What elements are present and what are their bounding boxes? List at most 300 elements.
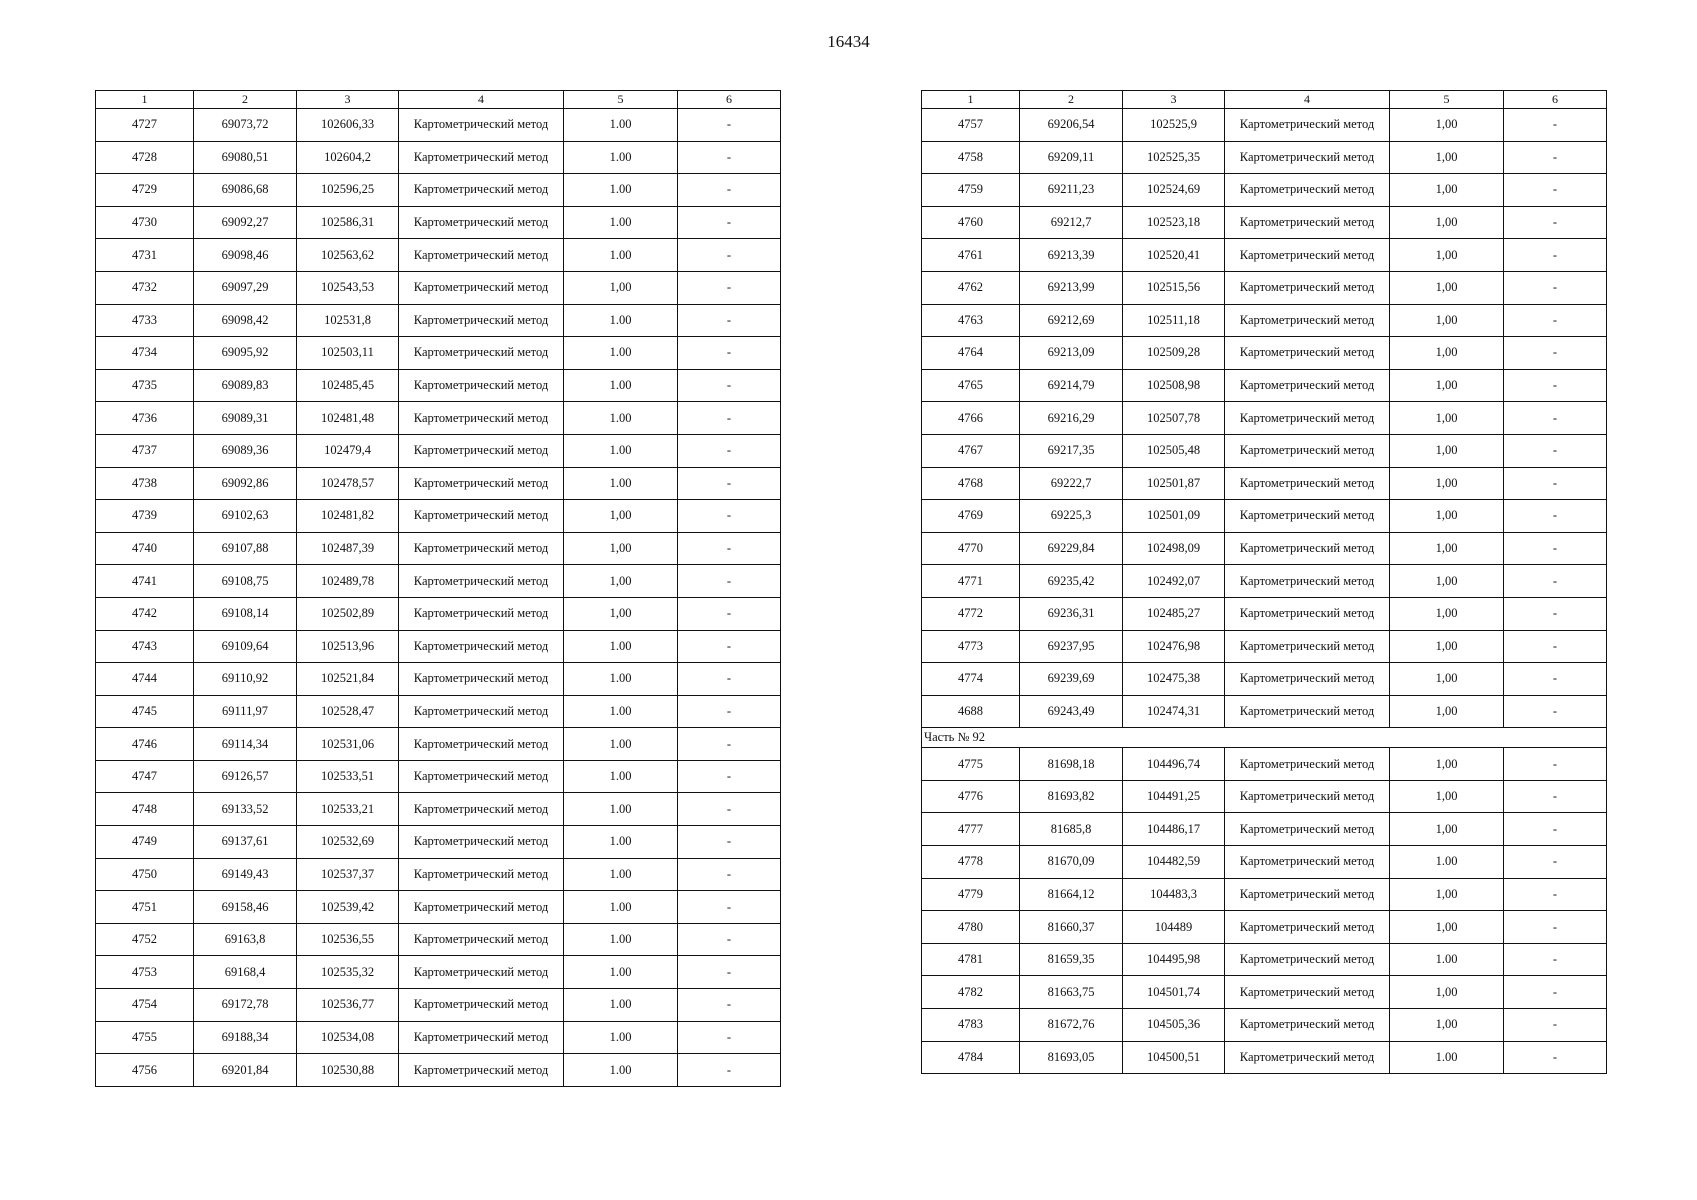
cell-method: Картометрический метод [1225,911,1390,944]
cell-method: Картометрический метод [1225,467,1390,500]
table-row [96,206,781,239]
cell-note: - [678,989,781,1022]
table-row [922,663,1607,696]
cell-coord-x: 81663,75 [1020,976,1123,1009]
cell-coord-y: 102528,47 [297,695,399,728]
cell-coord-x: 69111,97 [194,695,297,728]
cell-accuracy: 1,00 [1390,878,1504,911]
cell-coord-x: 69217,35 [1020,434,1123,467]
cell-accuracy: 1,00 [1390,369,1504,402]
cell-note: - [1504,780,1607,813]
cell-accuracy: 1,00 [1390,565,1504,598]
cell-note: - [678,1021,781,1054]
cell-method: Картометрический метод [1225,878,1390,911]
cell-coord-x: 69201,84 [194,1054,297,1087]
cell-coord-x: 81664,12 [1020,878,1123,911]
cell-point-number: 4745 [96,695,194,728]
cell-point-number: 4688 [922,695,1020,728]
cell-coord-x: 69149,43 [194,858,297,891]
cell-method: Картометрический метод [399,532,564,565]
cell-method: Картометрический метод [399,467,564,500]
cell-point-number: 4730 [96,206,194,239]
cell-method: Картометрический метод [399,402,564,435]
cell-accuracy: 1,00 [1390,109,1504,142]
cell-accuracy: 1.00 [564,858,678,891]
cell-accuracy: 1.00 [564,760,678,793]
table-row [96,565,781,598]
cell-coord-x: 69172,78 [194,989,297,1022]
cell-point-number: 4729 [96,174,194,207]
cell-coord-y: 102481,82 [297,500,399,533]
cell-note: - [1504,630,1607,663]
cell-coord-y: 102521,84 [297,663,399,696]
column-header: 1 [96,91,194,109]
column-header: 4 [1225,91,1390,109]
table-header-row [96,91,781,109]
table-row [96,271,781,304]
cell-point-number: 4739 [96,500,194,533]
cell-coord-y: 104486,17 [1123,813,1225,846]
cell-note: - [1504,369,1607,402]
cell-coord-y: 102485,27 [1123,597,1225,630]
cell-note: - [678,826,781,859]
cell-accuracy: 1,00 [1390,500,1504,533]
cell-accuracy: 1.00 [564,369,678,402]
coordinates-table-right [921,90,1607,1074]
cell-method: Картометрический метод [1225,402,1390,435]
cell-coord-y: 102543,53 [297,271,399,304]
cell-point-number: 4751 [96,891,194,924]
table-row [922,304,1607,337]
cell-point-number: 4757 [922,109,1020,142]
cell-accuracy: 1.00 [564,956,678,989]
cell-coord-y: 102596,25 [297,174,399,207]
cell-point-number: 4755 [96,1021,194,1054]
table-row [922,748,1607,781]
cell-accuracy: 1,00 [1390,780,1504,813]
cell-coord-y: 102530,88 [297,1054,399,1087]
cell-coord-x: 69229,84 [1020,532,1123,565]
table-row [96,728,781,761]
cell-method: Картометрический метод [399,858,564,891]
table-row [922,630,1607,663]
cell-point-number: 4771 [922,565,1020,598]
cell-point-number: 4769 [922,500,1020,533]
cell-accuracy: 1,00 [1390,911,1504,944]
cell-accuracy: 1,00 [1390,630,1504,663]
cell-note: - [678,956,781,989]
cell-method: Картометрический метод [1225,1009,1390,1042]
table-row [922,271,1607,304]
cell-coord-y: 102604,2 [297,141,399,174]
column-header: 1 [922,91,1020,109]
table-row [922,1041,1607,1074]
cell-accuracy: 1.00 [1390,1041,1504,1074]
cell-coord-y: 102525,9 [1123,109,1225,142]
cell-coord-y: 102563,62 [297,239,399,272]
cell-coord-x: 69080,51 [194,141,297,174]
cell-note: - [1504,532,1607,565]
cell-coord-x: 69097,29 [194,271,297,304]
cell-note: - [1504,1009,1607,1042]
cell-point-number: 4747 [96,760,194,793]
cell-point-number: 4782 [922,976,1020,1009]
cell-coord-x: 81659,35 [1020,943,1123,976]
cell-method: Картометрический метод [1225,1041,1390,1074]
cell-point-number: 4743 [96,630,194,663]
table-row [96,923,781,956]
table-row [96,369,781,402]
cell-note: - [678,239,781,272]
cell-method: Картометрический метод [1225,304,1390,337]
cell-note: - [678,923,781,956]
table-row [96,532,781,565]
cell-point-number: 4741 [96,565,194,598]
table-row [922,109,1607,142]
cell-coord-y: 102532,69 [297,826,399,859]
cell-accuracy: 1.00 [564,630,678,663]
cell-note: - [678,500,781,533]
cell-coord-x: 69137,61 [194,826,297,859]
cell-point-number: 4748 [96,793,194,826]
cell-method: Картометрический метод [399,565,564,598]
cell-note: - [1504,663,1607,696]
cell-note: - [678,271,781,304]
cell-coord-x: 69089,83 [194,369,297,402]
table-row [96,630,781,663]
cell-coord-x: 69213,39 [1020,239,1123,272]
cell-method: Картометрический метод [399,956,564,989]
cell-coord-y: 102487,39 [297,532,399,565]
cell-coord-y: 102508,98 [1123,369,1225,402]
cell-note: - [1504,846,1607,879]
cell-accuracy: 1.00 [564,989,678,1022]
cell-coord-x: 69243,49 [1020,695,1123,728]
cell-coord-y: 102537,37 [297,858,399,891]
cell-coord-x: 69212,7 [1020,206,1123,239]
cell-method: Картометрический метод [399,434,564,467]
part-row [922,728,1607,748]
table-row [922,1009,1607,1042]
table-row [96,858,781,891]
cell-note: - [1504,565,1607,598]
cell-coord-x: 69095,92 [194,337,297,370]
table-row [96,109,781,142]
cell-coord-x: 69216,29 [1020,402,1123,435]
cell-method: Картометрический метод [1225,500,1390,533]
cell-coord-y: 102511,18 [1123,304,1225,337]
cell-coord-y: 102501,09 [1123,500,1225,533]
cell-coord-y: 104482,59 [1123,846,1225,879]
cell-note: - [678,760,781,793]
cell-note: - [1504,239,1607,272]
cell-coord-x: 69098,46 [194,239,297,272]
table-row [922,532,1607,565]
cell-accuracy: 1.00 [1390,943,1504,976]
cell-coord-x: 69092,86 [194,467,297,500]
table-row [96,402,781,435]
cell-coord-x: 69126,57 [194,760,297,793]
cell-coord-x: 69107,88 [194,532,297,565]
cell-coord-x: 69211,23 [1020,174,1123,207]
cell-coord-x: 69098,42 [194,304,297,337]
cell-accuracy: 1,00 [1390,239,1504,272]
cell-point-number: 4772 [922,597,1020,630]
cell-note: - [678,467,781,500]
cell-point-number: 4756 [96,1054,194,1087]
cell-coord-y: 102481,48 [297,402,399,435]
cell-note: - [678,891,781,924]
cell-point-number: 4761 [922,239,1020,272]
cell-point-number: 4731 [96,239,194,272]
cell-point-number: 4768 [922,467,1020,500]
table-row [922,174,1607,207]
cell-note: - [678,1054,781,1087]
table-row [96,760,781,793]
cell-point-number: 4763 [922,304,1020,337]
cell-note: - [678,728,781,761]
cell-point-number: 4781 [922,943,1020,976]
cell-coord-y: 102606,33 [297,109,399,142]
cell-coord-x: 69235,42 [1020,565,1123,598]
cell-note: - [1504,434,1607,467]
cell-coord-x: 81660,37 [1020,911,1123,944]
cell-coord-y: 102485,45 [297,369,399,402]
page-number: 16434 [827,32,870,51]
cell-method: Картометрический метод [1225,846,1390,879]
cell-note: - [678,109,781,142]
cell-note: - [678,630,781,663]
cell-accuracy: 1.00 [564,141,678,174]
cell-accuracy: 1,00 [1390,304,1504,337]
cell-note: - [678,402,781,435]
cell-note: - [1504,1041,1607,1074]
cell-accuracy: 1,00 [564,597,678,630]
cell-accuracy: 1,00 [1390,813,1504,846]
cell-method: Картометрический метод [1225,532,1390,565]
table-row [96,891,781,924]
cell-coord-x: 69209,11 [1020,141,1123,174]
cell-point-number: 4733 [96,304,194,337]
cell-coord-y: 104500,51 [1123,1041,1225,1074]
cell-note: - [1504,878,1607,911]
cell-method: Картометрический метод [399,793,564,826]
cell-note: - [678,206,781,239]
cell-method: Картометрический метод [399,630,564,663]
cell-note: - [678,337,781,370]
cell-coord-y: 102523,18 [1123,206,1225,239]
table-row [96,337,781,370]
cell-accuracy: 1,00 [1390,467,1504,500]
cell-accuracy: 1,00 [564,500,678,533]
table-row [96,826,781,859]
cell-coord-y: 102586,31 [297,206,399,239]
cell-accuracy: 1.00 [564,109,678,142]
cell-accuracy: 1.00 [1390,846,1504,879]
cell-method: Картометрический метод [399,989,564,1022]
cell-method: Картометрический метод [1225,174,1390,207]
cell-point-number: 4776 [922,780,1020,813]
cell-accuracy: 1.00 [564,1021,678,1054]
column-header: 6 [1504,91,1607,109]
cell-point-number: 4753 [96,956,194,989]
cell-point-number: 4746 [96,728,194,761]
cell-note: - [1504,337,1607,370]
cell-note: - [1504,911,1607,944]
cell-method: Картометрический метод [1225,748,1390,781]
table-row [96,793,781,826]
cell-coord-x: 69114,34 [194,728,297,761]
table-row [922,141,1607,174]
cell-coord-y: 102502,89 [297,597,399,630]
cell-method: Картометрический метод [1225,271,1390,304]
cell-coord-x: 69073,72 [194,109,297,142]
cell-note: - [1504,748,1607,781]
table-row [922,813,1607,846]
cell-accuracy: 1,00 [1390,1009,1504,1042]
cell-note: - [678,434,781,467]
cell-method: Картометрический метод [399,1054,564,1087]
cell-note: - [1504,109,1607,142]
cell-method: Картометрический метод [1225,976,1390,1009]
cell-coord-x: 69089,36 [194,434,297,467]
table-row [96,434,781,467]
cell-note: - [1504,500,1607,533]
table-row [922,780,1607,813]
table-row [96,239,781,272]
cell-coord-x: 69168,4 [194,956,297,989]
table-row [922,846,1607,879]
cell-point-number: 4784 [922,1041,1020,1074]
cell-coord-x: 69163,8 [194,923,297,956]
cell-method: Картометрический метод [399,174,564,207]
cell-coord-x: 81685,8 [1020,813,1123,846]
cell-accuracy: 1,00 [1390,206,1504,239]
cell-method: Картометрический метод [1225,434,1390,467]
table-row [922,206,1607,239]
column-header: 6 [678,91,781,109]
cell-coord-x: 69236,31 [1020,597,1123,630]
cell-note: - [1504,813,1607,846]
cell-coord-x: 81693,82 [1020,780,1123,813]
table-row [96,663,781,696]
cell-accuracy: 1.00 [564,695,678,728]
cell-note: - [1504,304,1607,337]
cell-accuracy: 1,00 [1390,976,1504,1009]
cell-method: Картометрический метод [399,337,564,370]
table-row [922,402,1607,435]
table-row [922,565,1607,598]
table-row [96,141,781,174]
cell-note: - [1504,597,1607,630]
cell-note: - [678,532,781,565]
cell-coord-y: 102503,11 [297,337,399,370]
cell-point-number: 4740 [96,532,194,565]
cell-coord-x: 69158,46 [194,891,297,924]
cell-accuracy: 1.00 [564,891,678,924]
cell-coord-y: 102536,55 [297,923,399,956]
cell-coord-x: 69213,09 [1020,337,1123,370]
cell-point-number: 4744 [96,663,194,696]
cell-accuracy: 1.00 [564,923,678,956]
cell-method: Картометрический метод [399,304,564,337]
cell-coord-y: 102525,35 [1123,141,1225,174]
cell-accuracy: 1.00 [564,402,678,435]
cell-coord-y: 102535,32 [297,956,399,989]
cell-coord-y: 104489 [1123,911,1225,944]
cell-method: Картометрический метод [1225,663,1390,696]
cell-method: Картометрический метод [399,271,564,304]
cell-coord-x: 69086,68 [194,174,297,207]
cell-coord-y: 102524,69 [1123,174,1225,207]
cell-coord-x: 69108,75 [194,565,297,598]
cell-accuracy: 1,00 [1390,532,1504,565]
cell-note: - [1504,976,1607,1009]
cell-coord-x: 69214,79 [1020,369,1123,402]
cell-coord-y: 102534,08 [297,1021,399,1054]
cell-coord-x: 69222,7 [1020,467,1123,500]
cell-point-number: 4734 [96,337,194,370]
cell-accuracy: 1,00 [564,565,678,598]
table-row [922,597,1607,630]
cell-point-number: 4765 [922,369,1020,402]
cell-point-number: 4752 [96,923,194,956]
cell-method: Картометрический метод [399,369,564,402]
cell-note: - [678,141,781,174]
cell-point-number: 4732 [96,271,194,304]
cell-point-number: 4759 [922,174,1020,207]
cell-note: - [1504,174,1607,207]
cell-point-number: 4770 [922,532,1020,565]
cell-point-number: 4738 [96,467,194,500]
cell-accuracy: 1.00 [564,239,678,272]
cell-coord-y: 104495,98 [1123,943,1225,976]
cell-coord-x: 81670,09 [1020,846,1123,879]
cell-coord-x: 81672,76 [1020,1009,1123,1042]
table-row [922,695,1607,728]
cell-coord-x: 69133,52 [194,793,297,826]
cell-point-number: 4742 [96,597,194,630]
cell-method: Картометрический метод [399,109,564,142]
cell-point-number: 4749 [96,826,194,859]
cell-accuracy: 1,00 [1390,748,1504,781]
cell-note: - [1504,402,1607,435]
cell-point-number: 4773 [922,630,1020,663]
cell-point-number: 4760 [922,206,1020,239]
cell-accuracy: 1,00 [1390,597,1504,630]
cell-coord-y: 102474,31 [1123,695,1225,728]
cell-coord-y: 102478,57 [297,467,399,500]
cell-accuracy: 1,00 [1390,434,1504,467]
cell-point-number: 4780 [922,911,1020,944]
cell-point-number: 4736 [96,402,194,435]
cell-accuracy: 1,00 [1390,141,1504,174]
cell-accuracy: 1.00 [564,304,678,337]
cell-coord-y: 102492,07 [1123,565,1225,598]
cell-coord-y: 102501,87 [1123,467,1225,500]
table-row [96,695,781,728]
cell-coord-y: 104505,36 [1123,1009,1225,1042]
cell-accuracy: 1.00 [564,174,678,207]
table-row [96,597,781,630]
cell-note: - [1504,206,1607,239]
coordinates-table-left [95,90,781,1087]
cell-coord-x: 69212,69 [1020,304,1123,337]
cell-point-number: 4735 [96,369,194,402]
table-row [96,174,781,207]
cell-note: - [1504,271,1607,304]
cell-accuracy: 1,00 [564,532,678,565]
